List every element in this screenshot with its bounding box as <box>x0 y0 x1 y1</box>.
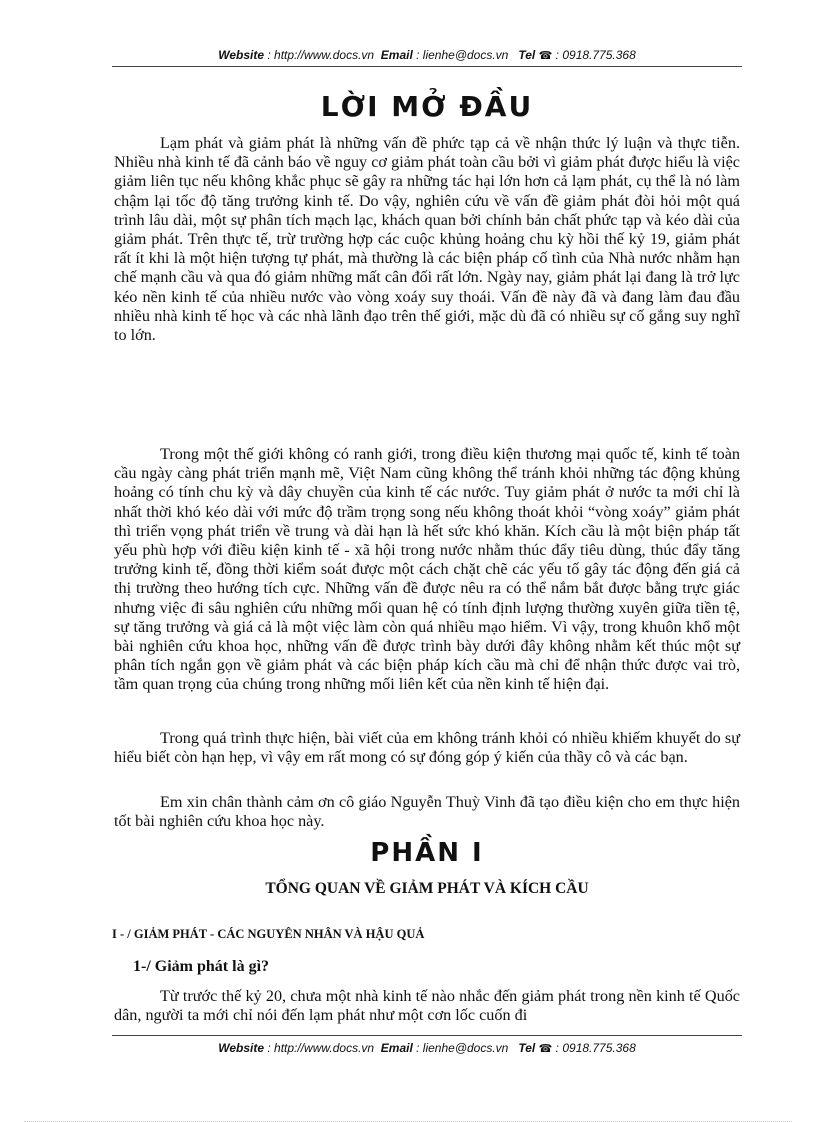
website-value: : http://www.docs.vn <box>267 1041 375 1055</box>
subsection-heading: 1-/ Giảm phát là gì? <box>133 958 270 975</box>
part-title: PHẦN I <box>370 838 484 868</box>
page-footer <box>112 1041 742 1055</box>
paragraph: Trong quá trình thực hiện, bài viết của em không tránh khỏi có nhiều khiếm khuyết do sự hiểu biết còn hạn hẹp, vì vậy em rất mong có sự đóng góp ý kiến của thầy cô và các bạn. <box>114 729 740 767</box>
website-value: : http://www.docs.vn <box>267 48 375 62</box>
page-header <box>112 48 742 62</box>
website-label: Website <box>218 1041 265 1055</box>
page-edge-divider <box>24 1121 792 1122</box>
paragraph: Em xin chân thành cảm ơn cô giáo Nguyễn Thuỳ Vinh đã tạo điều kiện cho em thực hiện tốt bài nghiên cứu khoa học này. <box>114 793 740 831</box>
tel-value: : 0918.775.368 <box>555 1041 636 1055</box>
tel-value: : 0918.775.368 <box>555 48 636 62</box>
section-title: TỔNG QUAN VỀ GIẢM PHÁT VÀ KÍCH CẦU <box>265 880 589 897</box>
footer-divider <box>112 1035 742 1036</box>
paragraph: Lạm phát và giảm phát là những vấn đề phức tạp cả về nhận thức lý luận và thực tiễn. Nhiều nhà kinh tế đã cảnh báo về nguy cơ giảm phát toàn cầu bởi vì giảm phát được hiểu là việc giảm liên tục nếu không khắc phục sẽ gây ra những tác hại lớn hơn cả lạm phát, cụ thể là nó làm chậm lại tốc độ tăng trưởng kinh tế. Do vậy, nghiên cứu về vấn đề giảm phát đòi hỏi một quá trình lâu dài, một sự phân tích mạch lạc, khách quan bởi chính bản chất phức tạp và kéo dài của giảm phát. Trên thực tế, trừ trường hợp các cuộc khủng hoảng chu kỳ hồi thế kỷ 19, giảm phát rất ít khi là một hiện tượng tự phát, mà thường là các biện pháp cố tình của Nhà nước nhằm hạn chế mạnh cầu và qua đó giảm những mất cân đối rất lớn. Ngày nay, giảm phát lại đang là trở lực kéo nền kinh tế của nhiều nước vào vòng xoáy suy thoái. Vấn đề này đã và đang làm đau đầu nhiều nhà kinh tế học và các nhà lãnh đạo trên thế giới, mặc dù đã có nhiều sự cố gắng suy nghĩ to lớn. <box>114 134 740 345</box>
tel-label: Tel <box>518 1041 536 1055</box>
chapter-heading: I - / GIẢM PHÁT - CÁC NGUYÊN NHÂN VÀ HẬU QUẢ <box>112 927 425 941</box>
document-title: LỜI MỞ ĐẦU <box>320 90 534 123</box>
tel-label: Tel <box>518 48 536 62</box>
email-value: : lienhe@docs.vn <box>416 1041 509 1055</box>
header-divider <box>112 66 742 67</box>
email-value: : lienhe@docs.vn <box>416 48 509 62</box>
phone-icon: ☎ <box>538 50 553 62</box>
email-label: Email <box>380 48 413 62</box>
website-label: Website <box>218 48 265 62</box>
email-label: Email <box>380 1041 413 1055</box>
paragraph: Từ trước thế kỷ 20, chưa một nhà kinh tế nào nhắc đến giảm phát trong nền kinh tế Quốc dân, người ta mới chỉ nói đến lạm phát như một cơn lốc cuốn đi <box>114 987 740 1025</box>
paragraph: Trong một thế giới không có ranh giới, trong điều kiện thương mại quốc tế, kinh tế toàn cầu ngày càng phát triển mạnh mẽ, Việt Nam cũng không thể tránh khỏi những tác động khủng hoảng có tính chu kỳ và dây chuyền của kinh tế các nước. Tuy giảm phát ở nước ta mới chỉ là nhất thời khó kéo dài với mức độ trầm trọng song nếu không thoát khỏi “vòng xoáy” giảm phát thì triển vọng phát triển về trung và dài hạn là hết sức khó khăn. Kích cầu là một biện pháp tất yếu phù hợp với điều kiện kinh tế - xã hội trong nước nhằm thúc đẩy tiêu dùng, thúc đẩy tăng trưởng kinh tế, đồng thời kiểm soát được một cách chặt chẽ các yếu tố gây tác động đến giá cả thị trường theo hướng tích cực. Những vấn đề được nêu ra có thể nắm bắt được bằng trực giác nhưng việc đi sâu nghiên cứu những mối quan hệ có tính định lượng thường xuyên giữa tiền tệ, sự tăng trưởng và giá cả là một việc làm còn quá nhiều mạo hiểm. Vì vậy, trong khuôn khổ một bài nghiên cứu khoa học, những vấn đề được trình bày dưới đây không nhằm kết thúc một sự phân tích ngắn gọn về giảm phát và các biện pháp kích cầu mà chỉ để nhận thức được vai trò, tầm quan trọng của chúng trong những mối liên kết của nền kinh tế hiện đại. <box>114 445 740 694</box>
phone-icon: ☎ <box>538 1043 553 1055</box>
